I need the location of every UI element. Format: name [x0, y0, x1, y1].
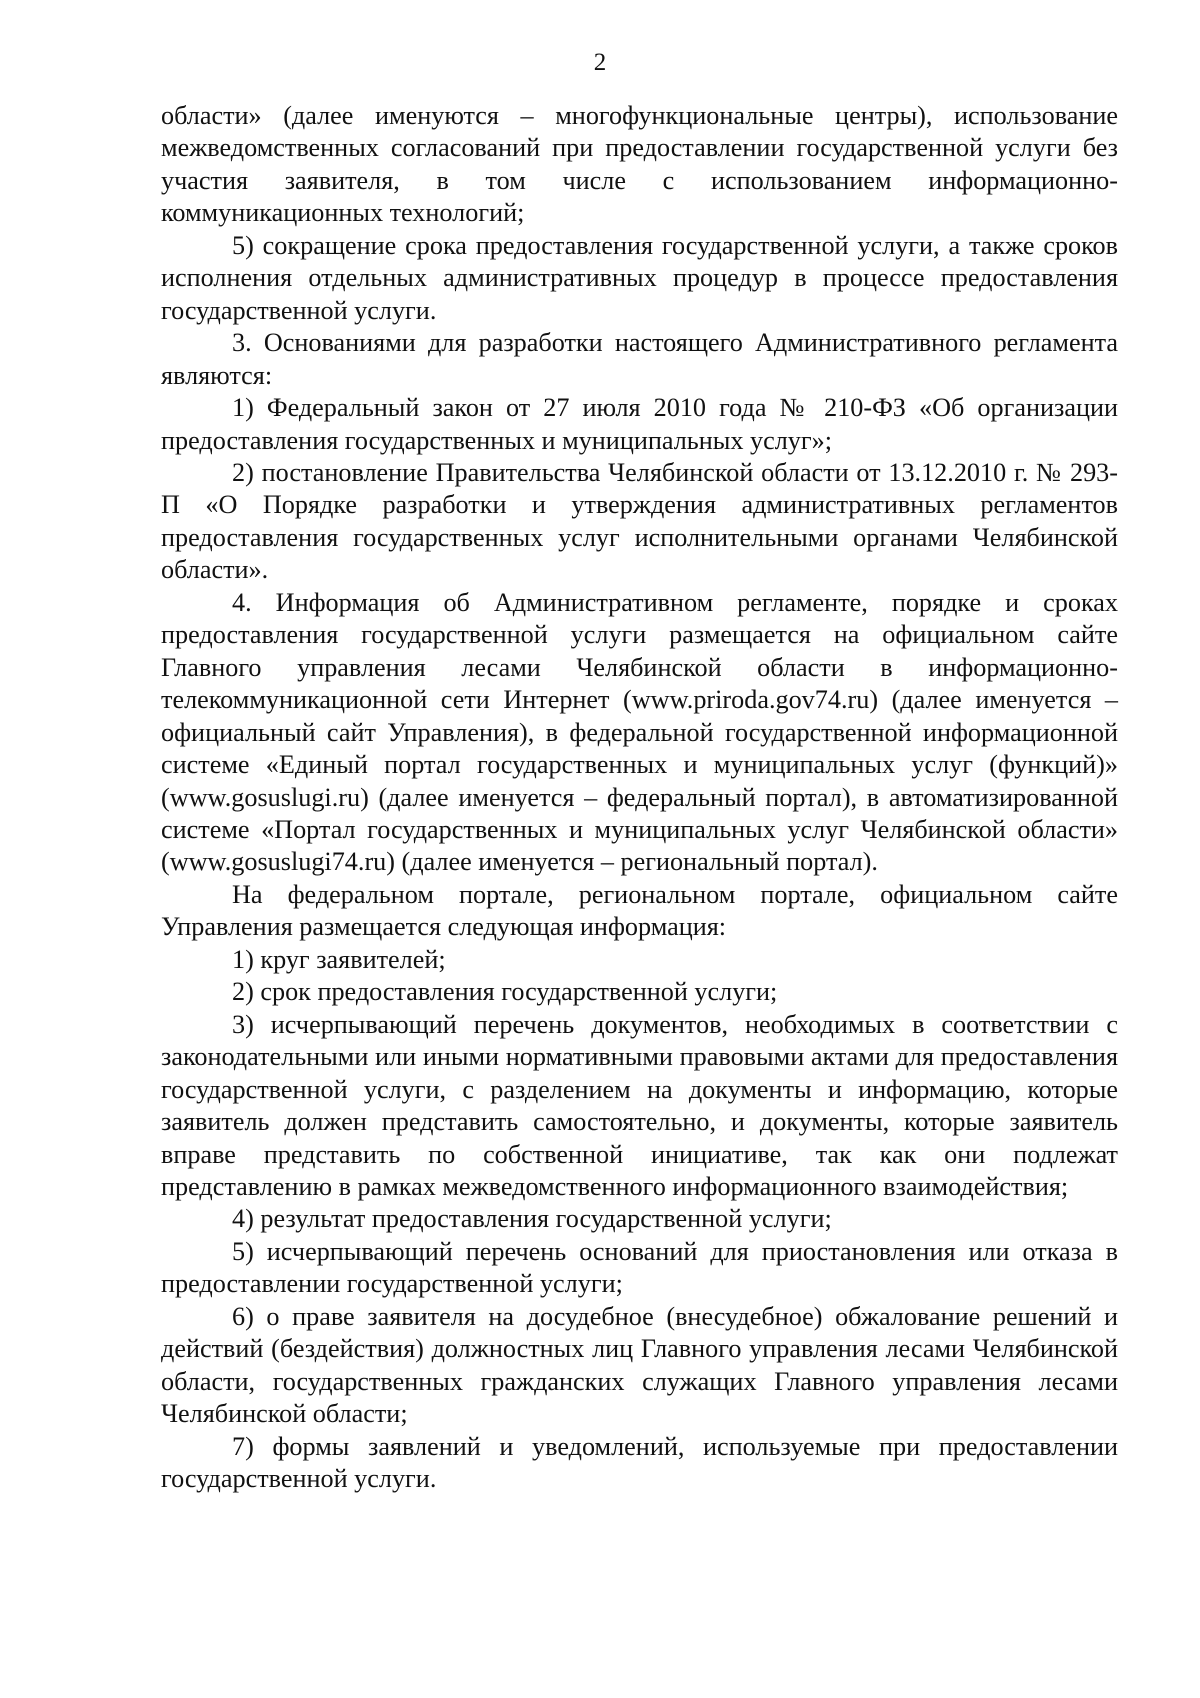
paragraph-info-list-intro: На федеральном портале, региональном портале, официальном сайте Управления размещается следующая информация:	[161, 879, 1118, 942]
list-item-6: 6) о праве заявителя на досудебное (внесудебное) обжалование решений и действий (бездействия) должностных лиц Главного управления лесами Челябинской области, государственных гражданских служащих Главного управления лесами Челябинской области;	[161, 1301, 1118, 1429]
document-body	[161, 100, 1118, 1495]
list-item-4: 4) результат предоставления государственной услуги;	[232, 1204, 832, 1234]
paragraph-law-210fz: 1) Федеральный закон от 27 июля 2010 года № 210-ФЗ «Об организации предоставления государственных и муниципальных услуг»;	[161, 393, 1118, 455]
page-number: 2	[593, 49, 607, 76]
list-item-1: 1) круг заявителей;	[232, 944, 446, 974]
list-item-3: 3) исчерпывающий перечень документов, необходимых в соответствии с законодательными или иными нормативными правовыми актами для предоставления государственной услуги, с разделением на документы и информацию, которые заявитель должен представить самостоятельно, и документы, которые заявитель вправе представить по собственной инициативе, так как они подлежат представлению в рамках межведомственного информационного взаимодействия;	[161, 1009, 1118, 1201]
paragraph-section-3: 3. Основаниями для разработки настоящего Административного регламента являются:	[161, 328, 1118, 390]
paragraph-item-5-reduce-terms: 5) сокращение срока предоставления государственной услуги, а также сроков исполнения отдельных административных процедур в процессе предоставления государственной услуги.	[161, 230, 1118, 325]
list-item-7: 7) формы заявлений и уведомлений, используемые при предоставлении государственной услуги.	[161, 1431, 1118, 1494]
paragraph-continuation: области» (далее именуются – многофункциональные центры), использование межведомственных согласований при предоставлении государственной услуги без участия заявителя, в том числе с использованием информационно-коммуникационных технологий;	[161, 101, 1118, 228]
paragraph-resolution-293p: 2) постановление Правительства Челябинской области от 13.12.2010 г. № 293-П «О Порядке разработки и утверждения административных регламентов предоставления государственных услуг исполнительными органами Челябинской области».	[161, 457, 1118, 585]
paragraph-section-4: 4. Информация об Административном регламенте, порядке и сроках предоставления государственной услуги размещается на официальном сайте Главного управления лесами Челябинской области в информационно-телекоммуникационной сети Интернет (www.priroda.gov74.ru) (далее именуется – официальный сайт Управления), в федеральной государственной информационной системе «Единый портал государственных и муниципальных услуг (функций)» (www.gosuslugi.ru) (далее именуется – федеральный портал), в автоматизированной системе «Портал государственных и муниципальных услуг Челябинской области» (www.gosuslugi74.ru) (далее именуется – региональный портал).	[161, 587, 1118, 877]
list-item-2: 2) срок предоставления государственной услуги;	[232, 977, 778, 1007]
list-item-5: 5) исчерпывающий перечень оснований для приостановления или отказа в предоставлении государственной услуги;	[161, 1236, 1118, 1299]
